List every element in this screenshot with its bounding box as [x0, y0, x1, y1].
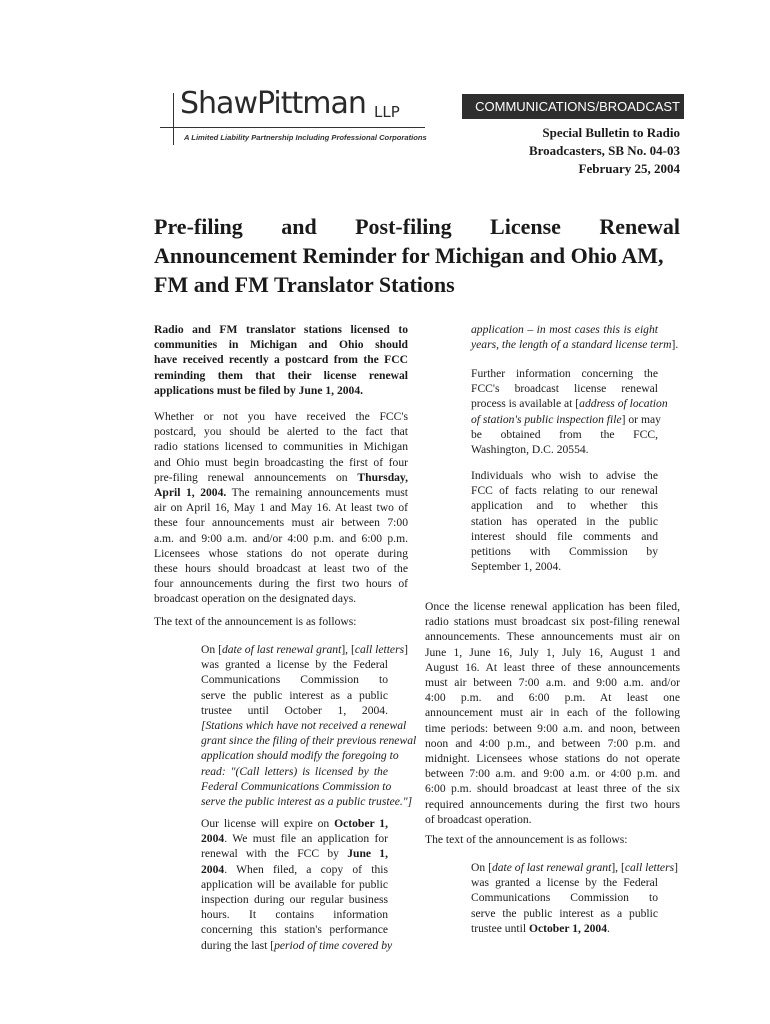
text-line: Communications Commission to [201, 673, 388, 687]
text-line: postcard, you should be alerted to the fact that [154, 425, 408, 439]
text-line: 2004. We must file an application for [201, 832, 388, 846]
text-line: time periods: between 9:00 a.m. and noon, between [425, 721, 680, 735]
text-line: communities in Michigan and Ohio should [154, 338, 408, 352]
text-line: concerning this station's performance [201, 923, 388, 937]
text-line: trustee until October 1, 2004. [471, 921, 610, 935]
text-line: June 1, June 16, July 1, July 16, August 1 and [425, 645, 680, 659]
text-line: radio stations must broadcast six post-filing renewal [425, 615, 680, 629]
text-line: On [date of last renewal grant], [call letters] [471, 861, 678, 874]
text-line: radio stations licensed to communities in Michigan [154, 440, 408, 454]
text-line: must air between 7:00 a.m. and 9:00 a.m. and/or [425, 676, 680, 690]
bulletin-line: Special Bulletin to Radio [542, 125, 680, 140]
text-line: station has operated in the public [471, 514, 658, 528]
text-line: 6:00 p.m. should broadcast at least three of the six [425, 782, 680, 796]
text-line: The text of the announcement is as follows: [154, 615, 357, 628]
schedule-paragraph [154, 409, 408, 607]
announcement-quote-end [471, 322, 679, 352]
text-line: application should modify the foregoing to [201, 749, 399, 763]
text-line: Licensees whose stations do not operate during [154, 546, 408, 560]
bulletin-info [529, 124, 680, 178]
text-line: pre-filing renewal announcements on Thursday, [154, 470, 408, 484]
text-line: be obtained from the FCC, [471, 427, 658, 441]
text-line: 4:00 p.m. and 6:00 p.m. At least one [425, 691, 680, 705]
date-bold: April 1, 2004. [154, 486, 227, 500]
text-line: FCC's broadcast license renewal [471, 382, 658, 396]
text-line: April 1, 2004. The remaining announcements must [154, 486, 408, 500]
text-line: four announcements during the first two hours of [154, 577, 408, 591]
announcement-quote-continued [201, 816, 393, 953]
text-line: petitions with Commission by [471, 545, 658, 559]
text-line: Once the license renewal application has been filed, [425, 600, 680, 613]
text-line: inspection during our regular business [201, 893, 388, 907]
date-bold: Thursday, [357, 470, 408, 484]
text-line: announcement must air in each of the following [425, 706, 680, 720]
text-line: required announcements during the first two hours [425, 797, 680, 811]
bulletin-line: Broadcasters, SB No. 04-03 [528, 143, 680, 158]
logo-divider-horizontal [160, 127, 425, 128]
title-line: FM and FM Translator Stations [154, 272, 455, 297]
text-line: of station's public inspection file] or may [471, 412, 661, 426]
text-line: interest should file comments and [471, 529, 658, 543]
text-line: The text of the announcement is as follows: [425, 833, 628, 846]
document-title [154, 212, 680, 299]
text-line: Our license will expire on October 1, [201, 817, 388, 830]
text-line: was granted a license by the Federal [471, 876, 658, 890]
bulletin-line: February 25, 2004 [578, 161, 680, 176]
further-info-quote [471, 366, 668, 457]
text-line: of broadcast operation. [425, 812, 532, 826]
practice-banner: COMMUNICATIONS/BROADCAST [462, 94, 684, 119]
announcement-quote [201, 642, 417, 809]
text-line: during the last [period of time covered by [201, 938, 393, 952]
text-line: process is available at [address of location [471, 397, 668, 411]
text-line: air on April 16, May 1 and May 16. At least two of [154, 501, 408, 515]
title-line: Pre-filing and Post-filing License Renewal [154, 214, 680, 239]
firm-logo: ShawPittman [180, 86, 366, 121]
text-line: Individuals who wish to advise the [471, 469, 658, 482]
text-line: application – in most cases this is eight [471, 323, 658, 336]
text-line: was granted a license by the Federal [201, 658, 388, 672]
text-line: these hours should broadcast at least two of the [154, 562, 408, 576]
text-line: noon and 4:00 p.m., and between 7:00 p.m. and [425, 736, 680, 750]
text-line: Further information concerning the [471, 367, 658, 380]
logo-divider-vertical [173, 93, 174, 145]
text-line: hours. It contains information [201, 908, 388, 922]
text-line: Radio and FM translator stations licensed to [154, 323, 408, 336]
text-line: between 7:00 a.m. and 9:00 a.m. or 4:00 p.m. and [425, 767, 680, 781]
text-line: On [date of last renewal grant], [call letters] [201, 643, 408, 656]
text-line: 2004. When filed, a copy of this [201, 862, 388, 876]
text-line: serve the public interest as a public [201, 688, 388, 702]
title-line: Announcement Reminder for Michigan and Ohio AM, [154, 243, 664, 268]
text-line: read: "(Call letters) is licensed by the [201, 764, 388, 778]
text-line: a.m. and 9:00 a.m. and/or 4:00 p.m. and 6:00 p.m. [154, 531, 408, 545]
text-line: August 16. At least three of these announcements [425, 660, 680, 674]
firm-tagline: A Limited Liability Partnership Including Professional Corporations [184, 133, 427, 142]
text-line: application will be available for public [201, 877, 388, 891]
post-filing-paragraph [425, 599, 680, 827]
text-line: midnight. Licensees whose stations do not operate [425, 752, 680, 766]
text-line: application and to whether this [471, 499, 658, 513]
text-line: broadcast operation on the designated days. [154, 592, 357, 606]
intro-paragraph [154, 322, 408, 398]
announcement-intro [154, 614, 408, 629]
text-line: [Stations which have not received a renewal [201, 719, 407, 733]
text-line: Federal Communications Commission to [201, 779, 392, 793]
text-line: Communications Commission to [471, 891, 658, 905]
text-line: have received recently a postcard from the FCC [154, 353, 408, 367]
text-line: September 1, 2004. [471, 560, 562, 574]
text-line: and Ohio must begin broadcasting the first of four [154, 455, 408, 469]
text-line: years, the length of a standard license term]. [471, 338, 679, 352]
comments-quote [471, 468, 658, 574]
text-line: trustee until October 1, 2004. [201, 703, 388, 717]
text-line: serve the public interest as a public [471, 906, 658, 920]
text-line: Whether or not you have received the FCC's [154, 410, 408, 423]
text-line: grant since the filing of their previous renewal [201, 734, 417, 748]
text-line: FCC of facts relating to our renewal [471, 484, 658, 498]
firm-logo-llp: LLP [374, 103, 400, 121]
text-line: announcements. These announcements must air on [425, 630, 680, 644]
announcement-intro-2 [425, 832, 680, 847]
text-line: renewal with the FCC by June 1, [201, 847, 388, 861]
text-line: these four announcements must air between 7:00 [154, 516, 408, 530]
text-line: applications must be filed by June 1, 2004. [154, 383, 364, 397]
text-line: serve the public interest as a public trustee."] [201, 795, 413, 809]
post-filing-quote [471, 860, 678, 936]
text-line: Washington, D.C. 20554. [471, 443, 589, 457]
text-line: reminding them that their license renewal [154, 368, 408, 382]
